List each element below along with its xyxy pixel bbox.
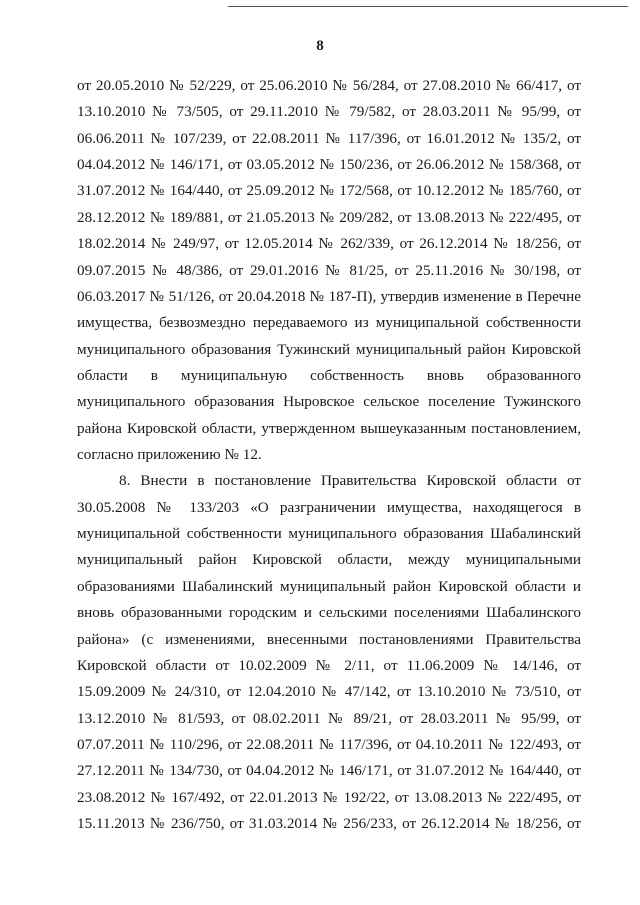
text-line: муниципальной собственности муниципального образования Шабалинский [77, 525, 581, 543]
text-line: образованиями Шабалинский муниципальный район Кировской области и [77, 577, 581, 595]
text-line: муниципального образования Ныровское сельское поселение Тужинского [77, 393, 581, 411]
text-line: 15.11.2013 № 236/750, от 31.03.2014 № 256/233, от 26.12.2014 № 18/256, от [77, 815, 581, 832]
text-line: имущества, безвозмездно передаваемого из муниципальной собственности [77, 314, 581, 332]
text-line: муниципальный район Кировской области, между муниципальными [77, 551, 581, 569]
text-line: 18.02.2014 № 249/97, от 12.05.2014 № 262/339, от 26.12.2014 № 18/256, от [77, 235, 581, 253]
text-line: 04.04.2012 № 146/171, от 03.05.2012 № 150/236, от 26.06.2012 № 158/368, от [77, 156, 581, 174]
text-line: 13.10.2010 № 73/505, от 29.11.2010 № 79/582, от 28.03.2011 № 95/99, от [77, 103, 581, 121]
text-line: 28.12.2012 № 189/881, от 21.05.2013 № 209/282, от 13.08.2013 № 222/495, от [77, 208, 581, 226]
text-line: 30.05.2008 № 133/203 «О разграничении имущества, находящегося в [77, 498, 581, 516]
text-line: 15.09.2009 № 24/310, от 12.04.2010 № 47/142, от 13.10.2010 № 73/510, от [77, 683, 581, 701]
text-line: вновь образованными городским и сельскими поселениями Шабалинского [77, 604, 581, 622]
text-line: 07.07.2011 № 110/296, от 22.08.2011 № 117/396, от 04.10.2011 № 122/493, от [77, 735, 581, 753]
top-rule [228, 6, 628, 7]
text-line: 06.03.2017 № 51/126, от 20.04.2018 № 187-П), утвердив изменение в Перечне [77, 287, 581, 305]
page-number: 8 [316, 38, 324, 54]
text-line: согласно приложению № 12. [77, 446, 262, 463]
text-line: Кировской области от 10.02.2009 № 2/11, от 11.06.2009 № 14/146, от [77, 656, 581, 674]
text-line: района Кировской области, утвержденном вышеуказанным постановлением, [77, 419, 581, 437]
text-line: муниципального образования Тужинский муниципальный район Кировской [77, 340, 581, 358]
text-line: 23.08.2012 № 167/492, от 22.01.2013 № 192/22, от 13.08.2013 № 222/495, от [77, 788, 581, 806]
text-line: 13.12.2010 № 81/593, от 08.02.2011 № 89/21, от 28.03.2011 № 95/99, от [77, 709, 581, 727]
text-line: 31.07.2012 № 164/440, от 25.09.2012 № 172/568, от 10.12.2012 № 185/760, от [77, 182, 581, 200]
text-line: 06.06.2011 № 107/239, от 22.08.2011 № 117/396, от 16.01.2012 № 135/2, от [77, 129, 581, 147]
text-line: области в муниципальную собственность вновь образованного [77, 366, 581, 384]
text-line: района» (с изменениями, внесенными постановлениями Правительства [77, 630, 581, 648]
text-line: 8. Внести в постановление Правительства Кировской области от [119, 472, 581, 490]
text-line: 27.12.2011 № 134/730, от 04.04.2012 № 146/171, от 31.07.2012 № 164/440, от [77, 762, 581, 780]
text-line: от 20.05.2010 № 52/229, от 25.06.2010 № 56/284, от 27.08.2010 № 66/417, от [77, 77, 581, 94]
text-line: 09.07.2015 № 48/386, от 29.01.2016 № 81/25, от 25.11.2016 № 30/198, от [77, 261, 581, 279]
